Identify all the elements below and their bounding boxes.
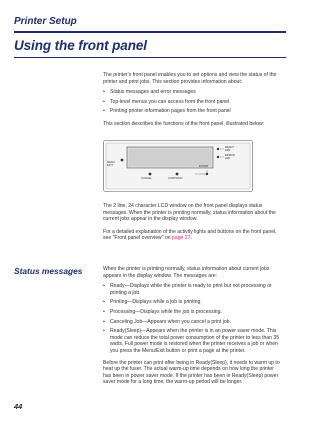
lcd-description-section <box>103 203 283 242</box>
cancel-button <box>149 173 152 176</box>
intro-paragraph: The printer's front panel enables you to set options and view the status of the printer and print jobs. This section provides information about: <box>103 72 277 85</box>
enter-label: ENTER <box>199 165 209 168</box>
heading-rule <box>14 57 286 58</box>
menu-exit-label: MENU EXIT <box>107 161 115 167</box>
contrast-button <box>176 173 179 176</box>
reference-period: . <box>190 235 192 242</box>
error-led <box>217 156 219 158</box>
page-number: 44 <box>14 402 23 411</box>
intro-bullet-info-pages: • Printing printer information pages from the front panel <box>103 108 283 115</box>
status-messages-section <box>103 266 283 386</box>
reference-text: For a detailed explanation of the activity lights and buttons on the front panel, see "Front panel overview" on <box>103 228 277 242</box>
header-rule <box>14 31 286 33</box>
status-item-ready-sleep: • Ready(Sleep)—Appears when the printer is in an power saver mode. This mode can reduce the total power consumption of the printer to less than 35 watts. Full power mode is restored when the printer receives a job or when you press the Menu/Exit button or print a page at the printer. <box>103 328 283 354</box>
menu-exit-button <box>121 159 124 162</box>
contrast-label: CONTRAST <box>168 177 183 180</box>
status-message-list <box>103 283 283 354</box>
front-panel-reference <box>103 229 283 242</box>
lcd-description: The 2 line, 24 character LCD window on the front panel displays status messages. When the printer is printing normally, status information about the current jobs appear in the display window. <box>103 203 276 223</box>
status-messages-heading: Status messages <box>14 266 83 276</box>
intro-section <box>103 72 283 128</box>
front-panel-illustration <box>103 140 253 192</box>
intro-bullet-list <box>103 89 283 115</box>
ready-led <box>217 148 219 150</box>
ready-led-label: READY LED <box>225 146 235 152</box>
status-item-printing: • Printing—Displays while a job is printing. <box>103 299 283 306</box>
intro-describes: This section describes the functions of the front panel, illustrated below: <box>103 120 265 127</box>
error-led-label: ERROR LED <box>225 154 235 160</box>
status-item-processing: • Processing—Displays while the job is processing. <box>103 309 283 316</box>
intro-bullet-top-level-menus: • Top-level menus you can access from the front panel <box>103 99 283 106</box>
enter-button <box>206 173 208 175</box>
status-item-canceling: • Canceling Job—Appears when you cancel a print job. <box>103 319 283 326</box>
intro-bullet-status-messages: • Status messages and error messages <box>103 89 283 96</box>
running-header-title: Printer Setup <box>14 16 77 27</box>
cancel-label: CANCEL <box>141 177 152 180</box>
status-closing: Before the printer can print after being in Ready(Sleep), it needs to warm up to heat up the fuser. The actual warm-up time depends on how long the printer has been in power saver mode. If the printer has been in Ready(Sleep) power saver mode for a long time, the warm-up period will be longer. <box>103 359 280 386</box>
page-27-link[interactable]: page 27 <box>172 235 191 242</box>
status-intro: When the printer is printing normally, status information about current jobs appears in the display window. The messages are: <box>103 266 270 279</box>
status-item-ready: • Ready—Displays while the printer is ready to print but not processing or printing a job. <box>103 283 283 296</box>
page-heading: Using the front panel <box>14 38 147 53</box>
